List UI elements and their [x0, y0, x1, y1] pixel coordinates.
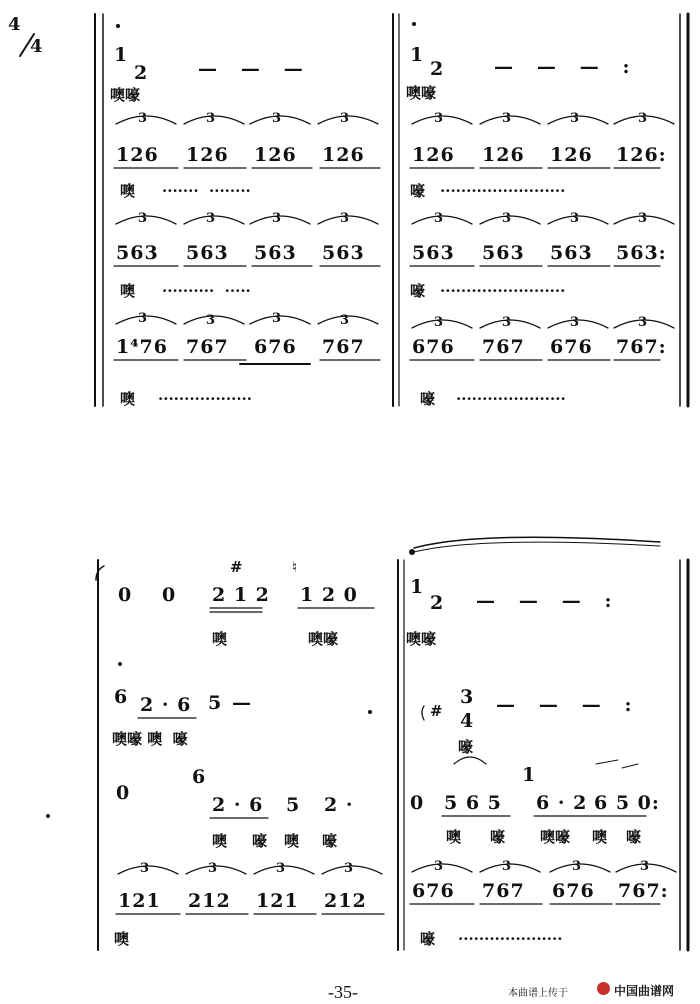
triplet-arc	[186, 866, 246, 874]
note-group: 126	[550, 144, 593, 166]
sustain-dashes: — — — :	[494, 56, 631, 78]
note-group: 676	[550, 336, 593, 358]
note: 5	[286, 794, 301, 816]
rest: 0	[162, 584, 177, 606]
note-group: 6 · 2	[536, 792, 588, 814]
lyric: 噢嚎	[110, 86, 141, 104]
sustain-dashes: — — —	[198, 58, 304, 80]
triplet-mark: 3	[572, 859, 582, 874]
triplet-mark: 3	[570, 111, 580, 126]
lyric: 噢嚎 噢 嚎	[112, 730, 188, 748]
note-group: 563	[322, 242, 365, 264]
triplet-mark: 3	[208, 861, 218, 876]
octave-dot	[409, 549, 415, 555]
triplet-arc	[318, 316, 378, 324]
lyric: 噢嚎	[308, 630, 339, 648]
note: 6	[192, 766, 207, 788]
note-group: 121	[118, 890, 161, 912]
triplet-mark: 3	[434, 111, 444, 126]
triplet-arc	[250, 116, 310, 124]
triplet-arc	[480, 320, 540, 328]
sustain-dashes: — — — :	[496, 694, 633, 716]
triplet-arc	[550, 864, 610, 872]
triplet-arc	[184, 216, 244, 224]
rest: 0	[410, 792, 425, 814]
note-group: 2 · 6	[140, 694, 192, 716]
triplet-arc	[480, 116, 540, 124]
time-signature-top: 4	[8, 14, 21, 35]
triplet-arc	[118, 866, 178, 874]
triplet-arc	[412, 320, 472, 328]
sustain-dashes: — — — :	[476, 590, 613, 612]
note-group: 126	[254, 144, 297, 166]
octave-dot	[368, 710, 372, 714]
note-group: 563	[116, 242, 159, 264]
octave-dot	[118, 662, 122, 666]
note-2: 2	[430, 58, 445, 80]
upload-credit: 本曲谱上传于	[508, 988, 568, 999]
note-1: 1	[410, 44, 425, 66]
lyric: 嚎	[626, 828, 642, 846]
triplet-mark: 3	[640, 859, 650, 874]
triplet-mark: 3	[502, 315, 512, 330]
sharp-sign: #	[430, 702, 443, 720]
triplet-arc	[412, 116, 472, 124]
triplet-arc	[480, 216, 540, 224]
triplet-mark: 3	[340, 313, 350, 328]
lyric: 噢	[120, 182, 136, 200]
note-group: 563	[412, 242, 455, 264]
time-signature-bottom: 4	[30, 36, 43, 57]
note-group: 1 2 0	[300, 584, 358, 606]
triplet-arc	[184, 116, 244, 124]
triplet-arc	[614, 216, 674, 224]
triplet-arc	[614, 116, 674, 124]
triplet-mark: 3	[638, 111, 648, 126]
lyric: 噢	[212, 630, 228, 648]
triplet-arc	[116, 216, 176, 224]
melisma-dots: ·········· ·····	[162, 282, 251, 300]
triplet-mark: 3	[638, 211, 648, 226]
note-group: 563:	[616, 242, 667, 264]
note-group: 121	[256, 890, 299, 912]
note-group: 212	[188, 890, 231, 912]
triplet-mark: 3	[276, 861, 286, 876]
note-bottom: 4	[460, 710, 475, 732]
melisma-dots: ·····················	[456, 390, 566, 408]
note-group: 563	[550, 242, 593, 264]
note-group: 2 · 6	[212, 794, 264, 816]
lyric: 嚎	[410, 182, 426, 200]
lyric: 噢	[114, 930, 130, 948]
triplet-arc	[322, 866, 382, 874]
note-group: 126	[186, 144, 229, 166]
triplet-mark: 3	[502, 859, 512, 874]
triplet-mark: 3	[138, 111, 148, 126]
slur	[454, 757, 486, 764]
melisma-dots: ························	[440, 182, 566, 200]
note-1: 1	[410, 576, 425, 598]
note-group: 126:	[616, 144, 667, 166]
lyric: 嚎	[458, 738, 474, 756]
note-top: 3	[460, 686, 475, 708]
lyric: 噢	[120, 282, 136, 300]
bracket	[422, 706, 424, 720]
triplet-mark: 3	[434, 211, 444, 226]
lyric: 嚎	[322, 832, 338, 850]
melisma-dots: ··················	[158, 390, 252, 408]
triplet-mark: 3	[340, 111, 350, 126]
note-group: 767:	[616, 336, 667, 358]
triplet-mark: 3	[272, 311, 282, 326]
triplet-mark: 3	[206, 111, 216, 126]
octave-dot	[116, 24, 120, 28]
triplet-mark: 3	[434, 859, 444, 874]
rest: 0	[116, 782, 131, 804]
sustain-dash: —	[232, 692, 252, 714]
lyric: 嚎	[252, 832, 268, 850]
note-1: 1	[114, 44, 129, 66]
note-group: 767	[322, 336, 365, 358]
natural-sign: ♮	[292, 558, 298, 576]
triplet-arc	[318, 116, 378, 124]
mark	[622, 764, 638, 768]
triplet-mark: 3	[272, 211, 282, 226]
note-group: 212	[324, 890, 367, 912]
triplet-mark: 3	[638, 315, 648, 330]
tie-arc	[414, 542, 660, 552]
triplet-mark: 3	[138, 211, 148, 226]
note-group: 563	[254, 242, 297, 264]
note-2: 2	[134, 62, 149, 84]
octave-dot	[412, 22, 416, 26]
lyric: 嚎	[420, 390, 436, 408]
note-group: 767:	[618, 880, 669, 902]
triplet-mark: 3	[206, 211, 216, 226]
triplet-mark: 3	[140, 861, 150, 876]
triplet-mark: 3	[344, 861, 354, 876]
lyric: 噢嚎	[406, 630, 437, 648]
triplet-arc	[184, 316, 244, 324]
page-number: -35-	[328, 982, 358, 1002]
triplet-arc	[614, 320, 674, 328]
melisma-dots: ····················	[458, 930, 563, 948]
triplet-mark: 3	[502, 111, 512, 126]
rest: 0	[118, 584, 133, 606]
note-group: 126	[412, 144, 455, 166]
note: 1	[522, 764, 537, 786]
note-group: 1⁴76	[116, 336, 168, 358]
melisma-dots: ······· ········	[162, 182, 251, 200]
note-group: 5 6 5	[444, 792, 502, 814]
note-group: 563	[482, 242, 525, 264]
triplet-mark: 3	[206, 313, 216, 328]
triplet-mark: 3	[340, 211, 350, 226]
triplet-arc	[250, 316, 310, 324]
triplet-arc	[548, 320, 608, 328]
note-group: 767	[482, 336, 525, 358]
lyric: 噢	[592, 828, 608, 846]
triplet-arc	[412, 864, 472, 872]
triplet-arc	[548, 216, 608, 224]
lyric: 噢	[120, 390, 136, 408]
mark	[596, 760, 618, 764]
note-group: 126	[482, 144, 525, 166]
triplet-mark: 3	[570, 211, 580, 226]
triplet-arc	[412, 216, 472, 224]
note-group: 767	[482, 880, 525, 902]
triplet-mark: 3	[502, 211, 512, 226]
time-signature-slash	[20, 34, 34, 56]
triplet-arc	[250, 216, 310, 224]
triplet-mark: 3	[138, 311, 148, 326]
triplet-arc	[116, 316, 176, 324]
note-group: 6 5 0:	[594, 792, 660, 814]
stray-dot	[46, 814, 50, 818]
lyric: 噢	[212, 832, 228, 850]
lyric: 噢嚎	[406, 84, 437, 102]
triplet-mark: 3	[272, 111, 282, 126]
note-group: 2 1 2	[212, 584, 270, 606]
note-2: 2	[430, 592, 445, 614]
triplet-arc	[616, 864, 676, 872]
triplet-arc	[116, 116, 176, 124]
note-group: 676	[552, 880, 595, 902]
lyric: 噢	[446, 828, 462, 846]
note-group: 676	[412, 880, 455, 902]
triplet-mark: 3	[434, 315, 444, 330]
triplet-arc	[480, 864, 540, 872]
lyric: 嚎	[410, 282, 426, 300]
lyric: 噢	[284, 832, 300, 850]
note-group: 767	[186, 336, 229, 358]
site-name[interactable]: 中国曲谱网	[614, 984, 675, 998]
lyric: 噢嚎	[540, 828, 571, 846]
lyric: 嚎	[490, 828, 506, 846]
note: 6	[114, 686, 129, 708]
note-group: 676	[412, 336, 455, 358]
triplet-arc	[318, 216, 378, 224]
note-group: 126	[116, 144, 159, 166]
triplet-arc	[548, 116, 608, 124]
note: 5	[208, 692, 223, 714]
note: 2 ·	[324, 794, 354, 816]
lyric: 嚎	[420, 930, 436, 948]
note-group: 676	[254, 336, 297, 358]
note-group: 563	[186, 242, 229, 264]
triplet-arc	[254, 866, 314, 874]
sharp-sign: #	[230, 558, 243, 576]
triplet-mark: 3	[570, 315, 580, 330]
note-group: 126	[322, 144, 365, 166]
melisma-dots: ························	[440, 282, 566, 300]
